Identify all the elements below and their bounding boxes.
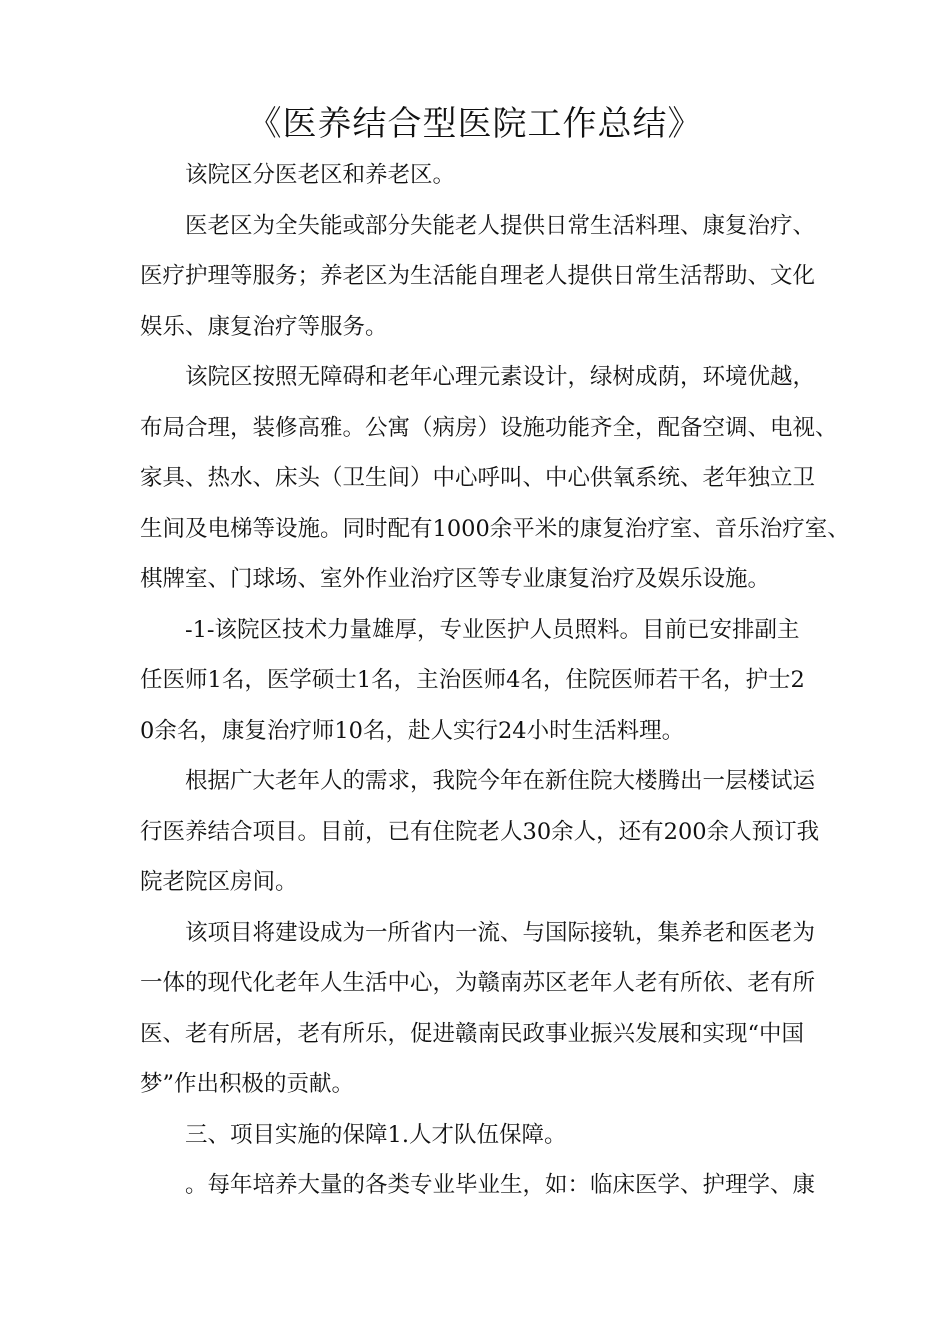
text-line: 梦”作出积极的贡献。	[140, 1071, 355, 1097]
text-line: 该院区按照无障碍和老年心理元素设计，绿树成荫，环境优越，	[185, 364, 816, 390]
text-line: 家具、热水、床头（卫生间）中心呼叫、中心供氧系统、老年独立卫	[140, 465, 816, 491]
text-line: 医、老有所居，老有所乐，促进赣南民政事业振兴发展和实现“中国	[140, 1020, 805, 1047]
text-line: 棋牌室、门球场、室外作业治疗区等专业康复治疗及娱乐设施。	[140, 566, 771, 592]
text-line: 院老院区房间。	[140, 869, 298, 895]
text-line: 行医养结合项目。目前，已有住院老人30余人，还有200余人预订我	[140, 818, 820, 845]
text-line: 一体的现代化老年人生活中心，为赣南苏区老年人老有所依、老有所	[140, 970, 816, 996]
document-body	[140, 150, 850, 1211]
document-title: 《医养结合型医院工作总结》	[247, 104, 703, 144]
text-line: 娱乐、康复治疗等服务。	[140, 313, 388, 340]
text-line: 该院区分医老区和养老区。	[185, 162, 456, 188]
text-line: 任医师1名，医学硕士1名，主治医师4名，住院医师若干名，护士2	[140, 667, 805, 693]
text-line: 医老区为全失能或部分失能老人提供日常生活料理、康复治疗、	[185, 212, 816, 239]
text-line: 生间及电梯等设施。同时配有1000余平米的康复治疗室、音乐治疗室、	[140, 515, 850, 542]
text-line: 三、项目实施的保障1.人才队伍保障。	[185, 1121, 567, 1148]
text-line: 根据广大老年人的需求，我院今年在新住院大楼腾出一层楼试运	[185, 768, 816, 794]
text-line: -1-该院区技术力量雄厚，专业医护人员照料。目前已安排副主	[185, 616, 800, 643]
text-line: 医疗护理等服务；养老区为生活能自理老人提供日常生活帮助、文化	[140, 263, 816, 289]
text-line: 0余名，康复治疗师10名，赴人实行24小时生活料理。	[140, 717, 685, 744]
text-line: 。每年培养大量的各类专业毕业生，如：临床医学、护理学、康	[185, 1172, 816, 1198]
text-line: 该项目将建设成为一所省内一流、与国际接轨，集养老和医老为	[185, 919, 816, 946]
text-line: 布局合理，装修高雅。公寓（病房）设施功能齐全，配备空调、电视、	[140, 414, 838, 441]
